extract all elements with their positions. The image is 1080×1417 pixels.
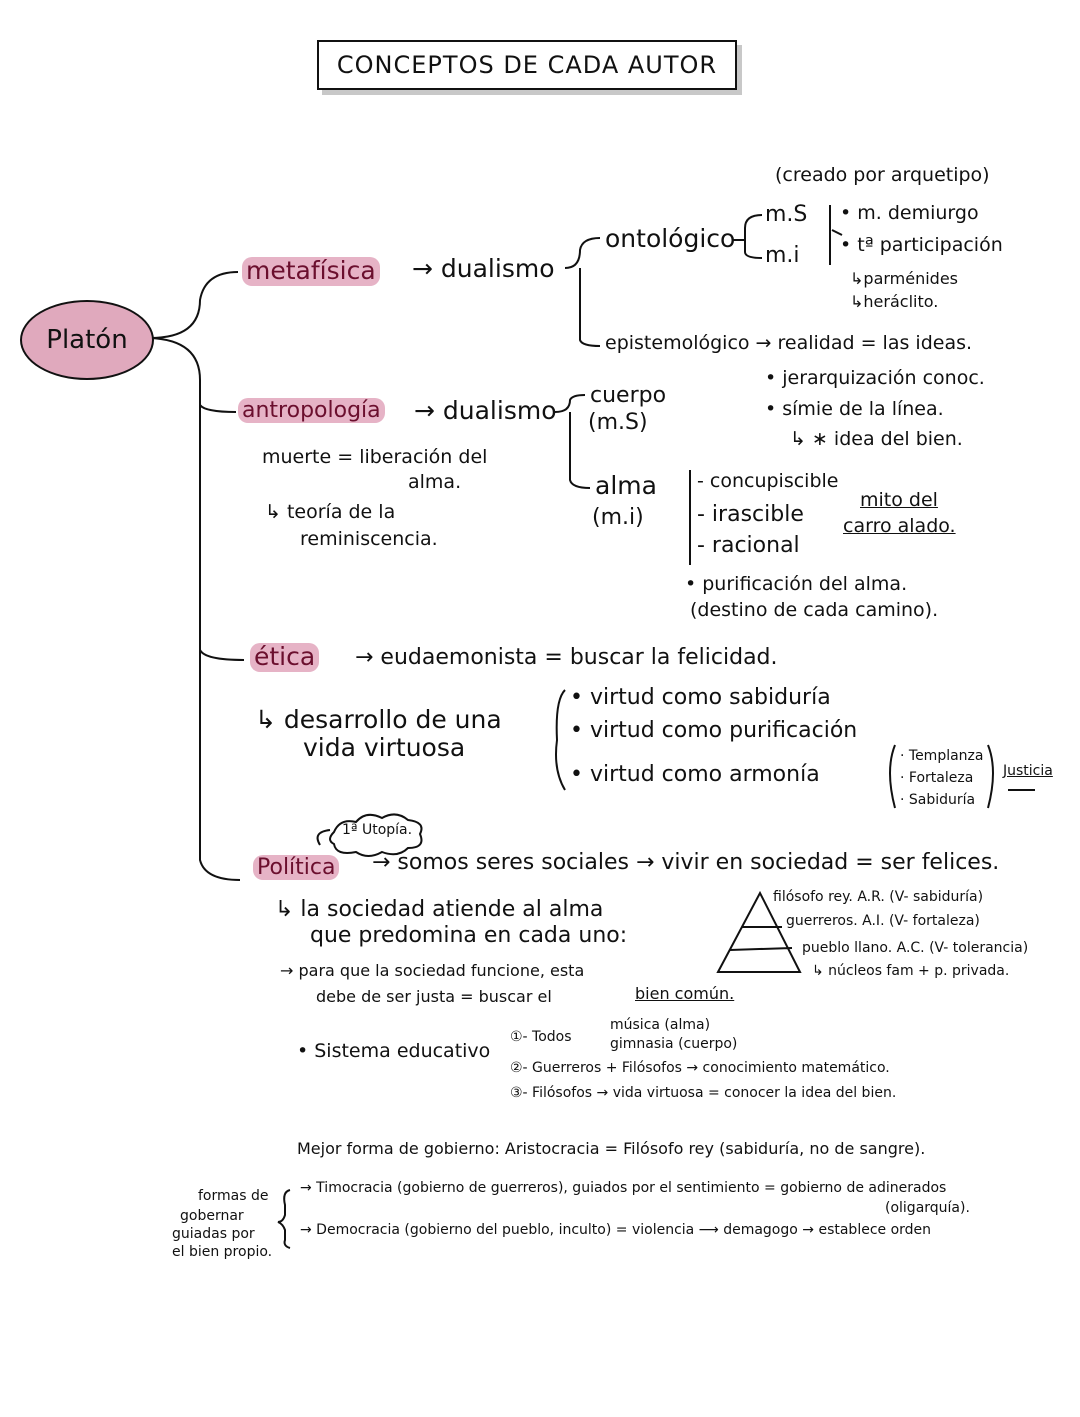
creado-por-arquetipo: (creado por arquetipo) bbox=[775, 164, 990, 186]
simil-linea: • símie de la línea. bbox=[765, 398, 944, 420]
participacion: • tª participación bbox=[840, 234, 1003, 256]
politica-label: Política bbox=[253, 855, 339, 880]
bracket-armonia-close bbox=[988, 745, 993, 808]
alma: alma bbox=[595, 471, 657, 500]
bien-comun: bien común. bbox=[635, 984, 735, 1003]
fortaleza: · Fortaleza bbox=[900, 770, 974, 786]
jerarquizacion: • jerarquización conoc. bbox=[765, 367, 985, 389]
mito-del: mito del bbox=[860, 489, 938, 511]
virtud-armonia: • virtud como armonía bbox=[570, 762, 820, 787]
bracket-formas bbox=[278, 1190, 290, 1248]
sociedad-justa: debe de ser justa = buscar el bbox=[316, 987, 552, 1006]
sabiduria: · Sabiduría bbox=[900, 792, 976, 808]
page-title: CONCEPTOS DE CADA AUTOR bbox=[317, 40, 737, 90]
metafisica-dualismo: → dualismo bbox=[412, 254, 555, 283]
muerte-liberacion: muerte = liberación del bbox=[262, 446, 488, 468]
bracket-metafisica bbox=[565, 238, 600, 346]
templanza: · Templanza bbox=[900, 748, 984, 764]
bracket-antropologia bbox=[555, 395, 590, 488]
mundo-inteligible: m.i bbox=[765, 243, 800, 268]
mundo-sensible: m.S bbox=[765, 202, 808, 227]
educacion-guerreros: ②- Guerreros + Filósofos → conocimiento matemático. bbox=[510, 1060, 890, 1076]
timocracia: → Timocracia (gobierno de guerreros), guiados por el sentimiento = gobierno de adinerados bbox=[300, 1180, 947, 1196]
piramide-pueblo: pueblo llano. A.C. (V- tolerancia) bbox=[802, 940, 1029, 956]
parmenides: ↳parménides bbox=[850, 269, 959, 288]
predomina: que predomina en cada uno: bbox=[310, 923, 628, 948]
demiurgo: • m. demiurgo bbox=[840, 202, 979, 224]
virtud-purificacion: • virtud como purificación bbox=[570, 718, 858, 743]
cuerpo-ms: (m.S) bbox=[588, 410, 648, 435]
carro-alado: carro alado. bbox=[843, 515, 956, 537]
metafisica-label: metafísica bbox=[242, 257, 380, 286]
branch-metafisica bbox=[150, 272, 238, 338]
piramide-nucleos: ↳ núcleos fam + p. privada. bbox=[812, 963, 1010, 979]
desarrollo-vida: ↳ desarrollo de una bbox=[255, 705, 502, 734]
sociedad-funcione: → para que la sociedad funcione, esta bbox=[280, 961, 585, 980]
mejor-gobierno: Mejor forma de gobierno: Aristocracia = Filósofo rey (sabiduría, no de sangre). bbox=[297, 1139, 926, 1158]
purificacion-alma: • purificación del alma. bbox=[685, 573, 908, 595]
sistema-educativo: • Sistema educativo bbox=[297, 1040, 491, 1062]
branch-antropologia bbox=[200, 405, 236, 412]
utopia: 1ª Utopía. bbox=[342, 822, 413, 838]
bracket-ontologico bbox=[732, 215, 762, 258]
gimnasia: gimnasia (cuerpo) bbox=[610, 1036, 738, 1052]
educacion-todos: ①- Todos bbox=[510, 1029, 572, 1045]
vida-virtuosa: vida virtuosa bbox=[303, 733, 466, 762]
musica: música (alma) bbox=[610, 1017, 711, 1033]
epistemologico: epistemológico → realidad = las ideas. bbox=[605, 332, 973, 354]
bracket-armonia-open bbox=[890, 745, 895, 808]
formas-4: el bien propio. bbox=[172, 1244, 273, 1260]
destino-camino: (destino de cada camino). bbox=[690, 599, 939, 621]
muerte-alma: alma. bbox=[408, 471, 462, 493]
etica-label: ética bbox=[250, 643, 319, 672]
alma-mi: (m.i) bbox=[592, 505, 644, 530]
concupiscible: - concupiscible bbox=[697, 470, 839, 492]
author-node: Platón bbox=[20, 300, 154, 380]
ontologico: ontológico bbox=[605, 224, 736, 253]
utopia-arrow bbox=[318, 830, 330, 845]
antropologia-label: antropología bbox=[238, 398, 385, 423]
antropologia-dualismo: → dualismo bbox=[414, 396, 557, 425]
educacion-filosofos: ③- Filósofos → vida virtuosa = conocer la idea del bien. bbox=[510, 1085, 897, 1101]
racional: - racional bbox=[697, 533, 800, 558]
teoria-reminiscencia: ↳ teoría de la bbox=[265, 501, 396, 523]
reminiscencia: reminiscencia. bbox=[300, 528, 438, 550]
sociedad-alma: ↳ la sociedad atiende al alma bbox=[275, 897, 604, 922]
oligarquia: (oligarquía). bbox=[885, 1200, 970, 1216]
piramide-guerreros: guerreros. A.I. (V- fortaleza) bbox=[786, 913, 980, 929]
heraclito: ↳heráclito. bbox=[850, 292, 939, 311]
idea-del-bien: ↳ ∗ idea del bien. bbox=[790, 428, 963, 450]
formas-1: formas de bbox=[198, 1188, 269, 1204]
formas-2: gobernar bbox=[180, 1208, 244, 1224]
democracia: → Democracia (gobierno del pueblo, inculto) = violencia ⟶ demagogo → establece orden bbox=[300, 1222, 932, 1238]
branch-etica bbox=[200, 650, 244, 660]
seres-sociales: → somos seres sociales → vivir en sociedad = ser felices. bbox=[372, 850, 1000, 875]
virtud-sabiduria: • virtud como sabiduría bbox=[570, 685, 831, 710]
cuerpo: cuerpo bbox=[590, 383, 667, 408]
bracket-virtudes bbox=[556, 690, 565, 790]
formas-3: guiadas por bbox=[172, 1226, 255, 1242]
piramide-filosofo: filósofo rey. A.R. (V- sabiduría) bbox=[773, 889, 984, 905]
eudaemonista: → eudaemonista = buscar la felicidad. bbox=[355, 645, 778, 670]
branch-trunk bbox=[150, 338, 240, 880]
justicia: Justicia bbox=[1003, 763, 1053, 779]
irascible: - irascible bbox=[697, 502, 804, 527]
